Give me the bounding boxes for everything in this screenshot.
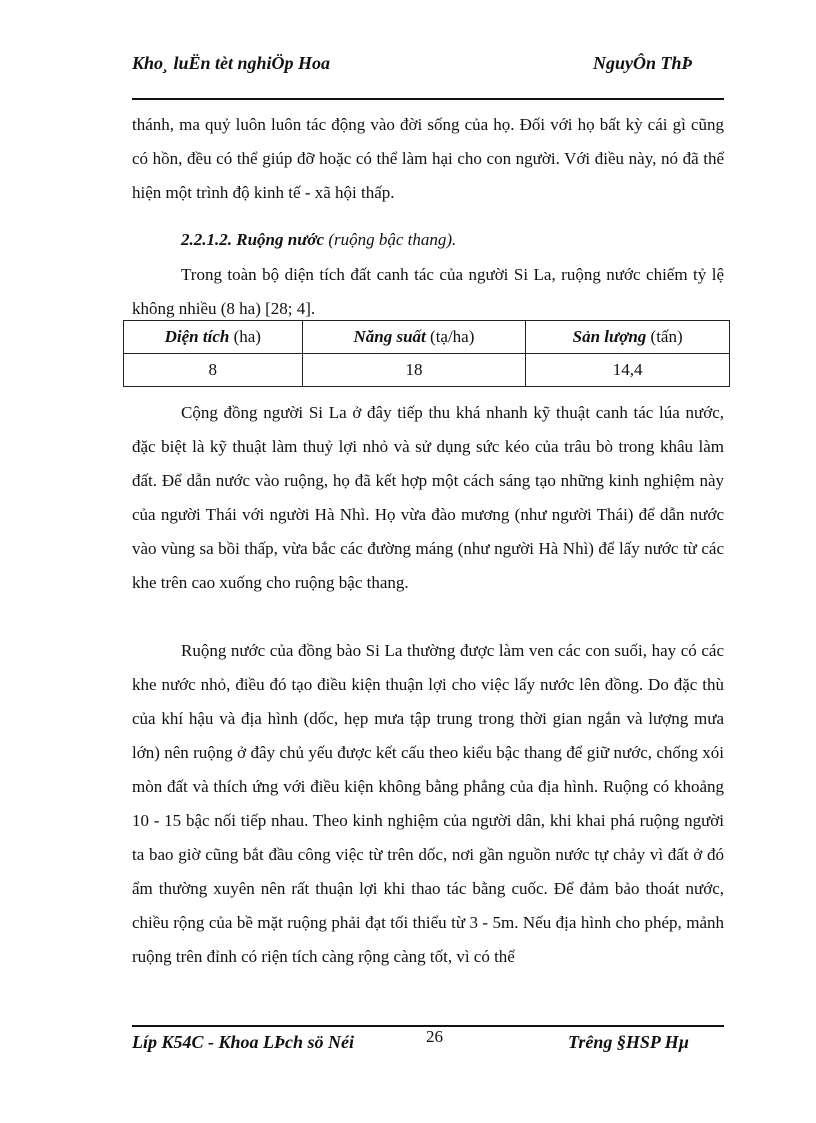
header-thesis-title: Kho¸ luËn tèt nghiÖp Hoa xyxy=(132,53,331,73)
table-header-label: Diện tích xyxy=(164,327,230,346)
table-header-unit: (tấn) xyxy=(650,327,683,346)
section-subtitle: (ruộng bậc thang). xyxy=(328,230,457,249)
table-header-unit: (ha) xyxy=(233,327,261,346)
footer-class-info: Líp K54C - Khoa LÞch sö Néi xyxy=(132,1032,355,1052)
rice-field-table xyxy=(123,320,730,387)
table-header-yield xyxy=(302,321,526,354)
table-row xyxy=(124,354,730,387)
paragraph-2: Trong toàn bộ diện tích đất canh tác của người Si La, ruộng nước chiếm tỷ lệ không nhiều (8 ha) [28; 4]. xyxy=(132,265,724,318)
header-author: NguyÔn ThÞ xyxy=(593,53,693,73)
header-rule xyxy=(132,98,724,100)
table-header-label: Năng suất xyxy=(353,327,426,346)
table-header-area xyxy=(124,321,303,354)
table-header-output xyxy=(526,321,730,354)
page-number: 26 xyxy=(426,1027,443,1046)
paragraph-1: thánh, ma quỷ luôn luôn tác động vào đời sống của họ. Đối với họ bất kỳ cái gì cũng có hồn, đều có thể giúp đỡ hoặc có thể làm hại cho con người. Với điều này, nó đã thể hiện một trình độ kinh tế - xã hội thấp. xyxy=(132,115,724,202)
section-number-title: 2.2.1.2. Ruộng nước xyxy=(181,230,325,249)
paragraph-4: Ruộng nước của đồng bào Si La thường được làm ven các con suối, hay có các khe nước nhỏ, điều đó tạo điều kiện thuận lợi cho việc lấy nước lên đồng. Do đặc thù của khí hậu và địa hình (dốc, hẹp mưa tập trung trong thời gian ngắn và lượng mưa lớn) nên ruộng ở đây chủ yếu được kết cấu theo kiểu bậc thang để giữ nước, chống xói mòn đất và thích ứng với điều kiện không bằng phẳng của địa hình. Ruộng có khoảng 10 - 15 bậc nối tiếp nhau. Theo kinh nghiệm của người dân, khi khai phá ruộng người ta bao giờ cũng bắt đầu công việc từ trên dốc, nơi gần nguồn nước tự chảy vì đất ở đó ẩm thường xuyên nên rất thuận lợi khi thao tác bằng cuốc. Để đảm bảo thoát nước, chiều rộng của bề mặt ruộng phải đạt tối thiểu từ 3 - 5m. Nếu địa hình cho phép, mảnh ruộng trên đỉnh có riện tích càng rộng càng tốt, vì có thể xyxy=(132,641,724,966)
section-heading xyxy=(181,227,456,253)
paragraph-3: Cộng đồng người Si La ở đây tiếp thu khá nhanh kỹ thuật canh tác lúa nước, đặc biệt là kỹ thuật làm thuỷ lợi nhỏ và sử dụng sức kéo của trâu bò trong khâu làm đất. Để dẫn nước vào ruộng, họ đã kết hợp một cách sáng tạo những kinh nghiệm này của người Thái với người Hà Nhì. Họ vừa đào mương (như người Thái) để dẫn nước vào vùng sa bồi thấp, vừa bắc các đường máng (như người Hà Nhì) để lấy nước từ các khe trên cao xuống cho ruộng bậc thang. xyxy=(132,403,724,592)
footer-university: Trêng §HSP Hµ xyxy=(568,1032,690,1052)
table-cell-yield: 18 xyxy=(302,354,526,387)
table-header-unit: (tạ/ha) xyxy=(430,327,475,346)
table-cell-output: 14,4 xyxy=(526,354,730,387)
table-cell-area: 8 xyxy=(124,354,303,387)
table-header-label: Sản lượng xyxy=(572,327,647,346)
table-header-row xyxy=(124,321,730,354)
